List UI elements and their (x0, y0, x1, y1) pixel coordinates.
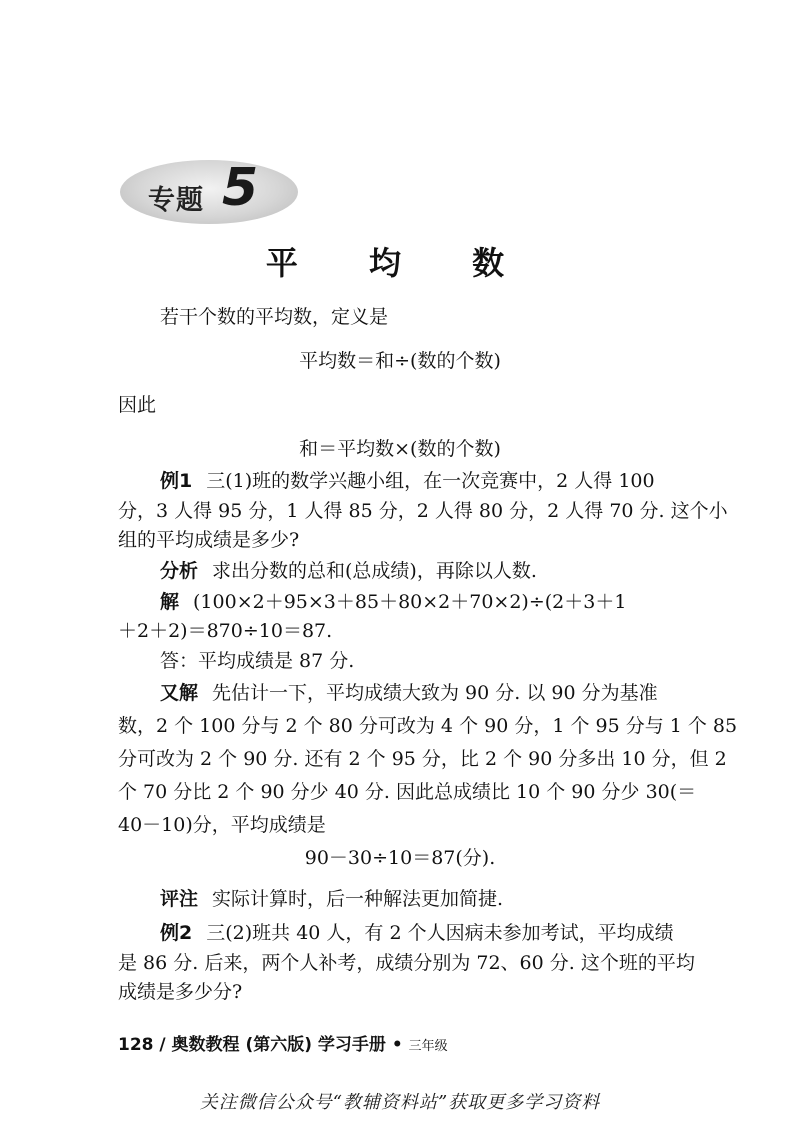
chapter-label: 专题 (148, 185, 204, 216)
solution-line (160, 589, 626, 615)
comment-line (160, 886, 503, 912)
chapter-badge (120, 160, 298, 224)
answer-text: 答：平均成绩是 87 分. (160, 650, 355, 672)
example1-text: 三(1)班的数学兴趣小组，在一次竞赛中，2 人得 100 (206, 470, 655, 492)
analysis-line (160, 558, 537, 584)
alt-solution-line: 数，2 个 100 分与 2 个 80 分可改为 4 个 90 分，1 个 95 分与 1 个 85 (118, 715, 738, 737)
alt-solution-line: 40－10)分，平均成绩是 (118, 814, 326, 836)
grade-label: 三年级 (408, 1039, 448, 1054)
analysis-label: 分析 (160, 560, 199, 582)
analysis-text: 求出分数的总和(总成绩)，再除以人数. (212, 560, 537, 582)
intro-line: 若干个数的平均数，定义是 (160, 306, 389, 328)
formula-sum: 和＝平均数×(数的个数) (299, 438, 501, 460)
alt-solution-line (160, 680, 658, 706)
watermark-text: 关注微信公众号“教辅资料站”获取更多学习资料 (199, 1092, 601, 1113)
therefore-text: 因此 (118, 394, 157, 416)
book-title: / 奥数教程 (第六版) 学习手册 • (159, 1035, 403, 1055)
alt-solution-label: 又解 (160, 682, 199, 704)
formula-average: 平均数＝和÷(数的个数) (299, 350, 501, 372)
page-footer (118, 1030, 448, 1055)
example1-label: 例1 (160, 470, 193, 492)
comment-label: 评注 (160, 888, 199, 910)
example2-line: 是 86 分. 后来，两个人补考，成绩分别为 72、60 分. 这个班的平均 (118, 952, 695, 974)
example1-line (160, 468, 655, 494)
solution-label: 解 (160, 591, 180, 613)
solution-text: (100×2＋95×3＋85＋80×2＋70×2)÷(2＋3＋1 (193, 591, 627, 613)
example2-line (160, 920, 674, 946)
chapter-number: 5 (222, 158, 259, 218)
page-title: 平 均 数 (265, 244, 535, 282)
example1-line: 分，3 人得 95 分，1 人得 85 分，2 人得 80 分，2 人得 70 分. 这个小 (118, 500, 728, 522)
example1-line: 组的平均成绩是多少? (118, 529, 300, 551)
comment-text: 实际计算时，后一种解法更加简捷. (212, 888, 504, 910)
alt-formula: 90－30÷10＝87(分). (304, 847, 496, 869)
example2-line: 成绩是多少分? (118, 981, 243, 1003)
example2-text: 三(2)班共 40 人，有 2 个人因病未参加考试，平均成绩 (206, 922, 674, 944)
alt-solution-text: 先估计一下，平均成绩大致为 90 分. 以 90 分为基准 (212, 682, 658, 704)
alt-solution-line: 个 70 分比 2 个 90 分少 40 分. 因此总成绩比 10 个 90 分少 30(＝ (118, 781, 697, 803)
example2-label: 例2 (160, 922, 193, 944)
solution-line: ＋2＋2)＝870÷10＝87. (118, 620, 333, 642)
alt-solution-line: 分可改为 2 个 90 分. 还有 2 个 95 分，比 2 个 90 分多出 10 分，但 2 (118, 748, 727, 770)
page-number: 128 (118, 1035, 154, 1055)
